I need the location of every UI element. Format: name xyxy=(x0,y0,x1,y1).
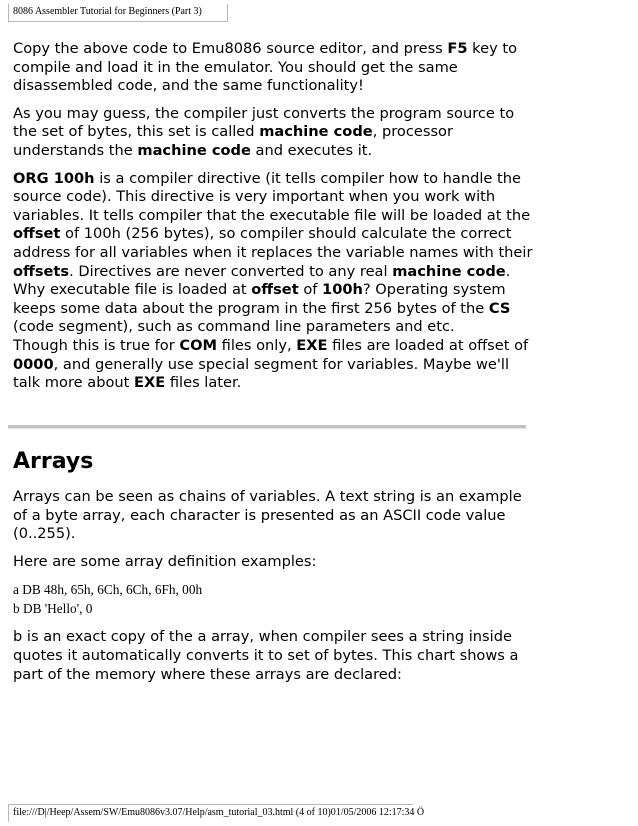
term-machine-code: machine code xyxy=(392,262,506,280)
paragraph-machine-code: As you may guess, the compiler just converts the program source to the set of bytes, this set is called machine code, processor understands the machine code and executes it. xyxy=(13,104,515,159)
term-machine-code: machine code xyxy=(259,123,373,141)
term-100h: 100h xyxy=(322,281,363,299)
term-com: COM xyxy=(179,336,217,354)
term-machine-code: machine code xyxy=(137,141,251,159)
term-offset: offset xyxy=(13,225,61,243)
term-exe: EXE xyxy=(134,374,166,392)
paragraph-org-directive: ORG 100h is a compiler directive (it tells compiler how to handle the source code). This directive is very important when you work with variables. It tells compiler that the executable file will be loaded at the offset of 100h (256 bytes), so compiler should calculate the correct address for all variables when it replaces the variable names with their offsets. Directives are never converted to any real machine code. Why executable file is loaded at offset of 100h? Operating system keeps some data about the program in the first 256 bytes of the CS (code segment), such as command line parameters and etc. Though this is true for COM files only, EXE files are loaded at offset of 0000, and generally use special segment for variables. Maybe we'll talk more about EXE files later. xyxy=(13,169,533,392)
paragraph-compile: Copy the above code to Emu8086 source editor, and press F5 key to compile and load it in the emulator. You should get the same disassembled code, and the same functionality! xyxy=(13,40,518,95)
tutorial-content xyxy=(13,40,533,393)
key-f5: F5 xyxy=(447,40,468,57)
code-line: b DB 'Hello', 0 xyxy=(13,601,93,617)
file-path: file:///D|/Heep/Assem/SW/Emu8086v3.07/Help/asm_tutorial_03.html (4 of 10)01/05/2006 12:17:34 Ö xyxy=(13,807,425,818)
paragraph-array-memory: b is an exact copy of the a array, when compiler sees a string inside quotes it automatically converts it to set of bytes. This chart shows a part of the memory where these arrays are declared: xyxy=(13,628,519,683)
term-org: ORG 100h xyxy=(13,169,95,187)
print-header xyxy=(8,4,228,22)
arrays-section xyxy=(13,449,533,693)
term-exe: EXE xyxy=(296,336,328,354)
section-heading-arrays: Arrays xyxy=(13,449,94,474)
code-line: a DB 48h, 65h, 6Ch, 6Ch, 6Fh, 00h xyxy=(13,582,203,598)
print-footer xyxy=(8,804,425,822)
paragraph-array-examples: Here are some array definition examples: xyxy=(13,552,317,570)
page-title: 8086 Assembler Tutorial for Beginners (Part 3) xyxy=(13,6,202,17)
term-offsets: offsets xyxy=(13,262,70,280)
paragraph-arrays-intro: Arrays can be seen as chains of variables. A text string is an example of a byte array, each character is presented as an ASCII code value (0..255). xyxy=(13,488,522,543)
term-offset: offset xyxy=(251,281,299,299)
code-block xyxy=(13,580,533,618)
term-cs: CS xyxy=(488,299,511,317)
section-divider xyxy=(8,425,526,429)
term-0000: 0000 xyxy=(13,355,54,373)
